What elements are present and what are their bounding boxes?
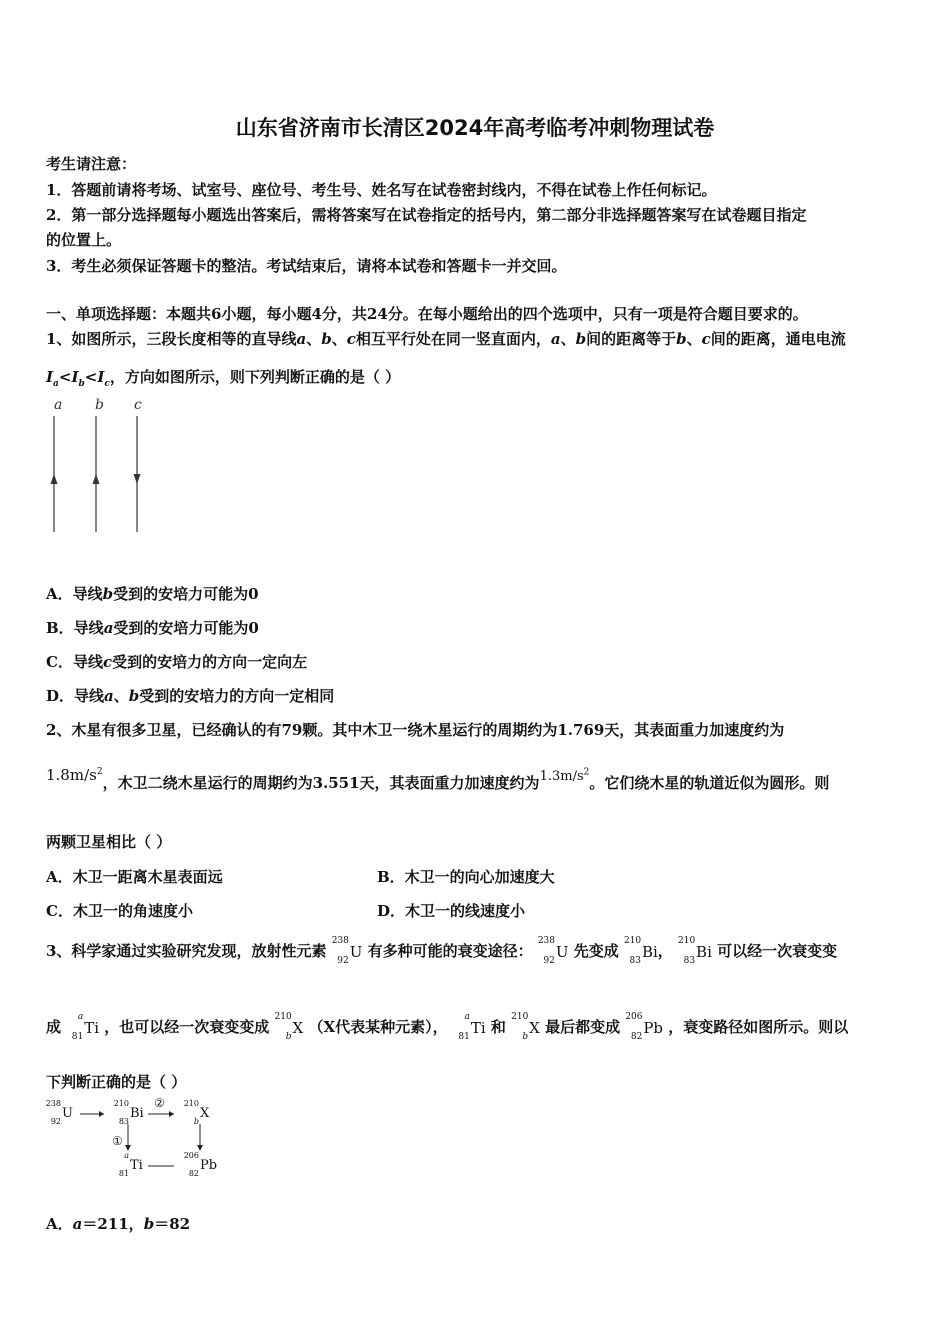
diag-step-2: ② [154,1096,165,1110]
wire-c-arrow-down [134,474,141,484]
isotope-u238: 238 92 U [331,936,363,966]
notice-item-1: 1．答题前请将考场、试室号、座位号、考生号、姓名写在试卷密封线内，不得在试卷上作任何标记。 [46,181,717,199]
q2-option-c: C．木卫一的角速度小 [46,902,193,920]
q3-stem-line3: 下判断正确的是（ ） [46,1073,187,1091]
wire-label-a: a [54,397,63,413]
isotope-bi210: 210 83 Bi [623,936,658,966]
q1-option-d: D．导线a、b受到的安培力的方向一定相同 [46,687,335,705]
q2-stem-line3: 两颗卫星相比（ ） [46,833,172,851]
q1-wire-figure [40,392,160,537]
q1-option-b: B．导线a受到的安培力可能为0 [46,619,259,637]
q1-option-a: A．导线b受到的安培力可能为0 [46,585,259,603]
q3-stem-line2: 成 a 81 Ti ，也可以经一次衰变变成 210 b X （X代表某种元素）， a 81 Ti 和 210 b X 最后都变成 206 82 Pb ，衰变路径如图所示。则以 [46,1012,849,1042]
notice-item-3: 3．考生必须保证答题卡的整洁。考试结束后，请将本试卷和答题卡一并交回。 [46,257,567,275]
q2-stem-line2: $1.8m/s^2$，木卫二绕木星运行的周期约为3.551天，其表面重力加速度约为$1.3m/s^2$。它们绕木星的轨道近似为圆形。则 [46,766,830,792]
q3-decay-diagram [44,1098,234,1183]
q1-stem-line1: 1、如图所示，三段长度相等的直导线a、b、c相互平行处在同一竖直面内，a、b间的距离等于b、c间的距离，通电电流 [46,330,846,348]
isotope-bi210-2: 210 83 Bi [678,936,712,966]
isotope-u238-2: 238 92 U [537,936,569,966]
notice-item-2-cont: 的位置上。 [46,231,122,249]
diag-pb206: 206 82 Pb [183,1151,218,1178]
wire-label-b: b [95,397,104,413]
diag-u238: 238 92 U [45,1099,73,1126]
q2-option-b: B．木卫一的向心加速度大 [377,868,555,886]
isotope-ti: a 81 Ti [71,1012,100,1042]
isotope-ti-2: a 81 Ti [458,1012,486,1042]
isotope-x-2: 210 b X [511,1012,540,1042]
isotope-pb206: 206 82 Pb [625,1012,664,1042]
q1-stem-line2: $I_a<I_b<I_c$，方向如图所示，则下列判断正确的是（ ） [46,368,401,389]
wire-b-arrow-up [93,474,100,484]
q2-option-d: D．木卫一的线速度小 [377,902,526,920]
isotope-x: 210 b X [274,1012,304,1042]
wire-label-c: c [134,397,142,413]
section-heading: 一、单项选择题：本题共6小题，每小题4分，共24分。在每小题给出的四个选项中，只有一项是符合题目要求的。 [46,305,808,323]
q2-option-a: A．木卫一距离木星表面远 [46,868,223,886]
diag-bi210: 210 83 Bi [113,1099,144,1126]
notice-heading: 考生请注意： [46,155,137,173]
diag-step-1: ① [112,1134,123,1148]
q3-stem-line1: 3、科学家通过实验研究发现，放射性元素 238 92 U 有多种可能的衰变途径： 238 92 U 先变成 210 83 Bi， 210 83 Bi 可以经一次衰变变 [46,936,838,966]
q1-option-c: C．导线c受到的安培力的方向一定向左 [46,653,308,671]
notice-item-2: 2．第一部分选择题每小题选出答案后，需将答案写在试卷指定的括号内，第二部分非选择题答案写在试卷题目指定 [46,206,807,224]
q3-option-a: A．a＝211，b＝82 [46,1215,191,1233]
page-title: 山东省济南市长清区2024年高考临考冲刺物理试卷 [235,116,715,140]
diag-arrows [44,1098,234,1183]
wire-a-arrow-up [51,474,58,484]
diag-x210: 210 b X [183,1099,210,1126]
diag-ti: a 81 Ti [118,1151,143,1178]
q2-stem-line1: 2、木星有很多卫星，已经确认的有79颗。其中木卫一绕木星运行的周期约为1.769天，其表面重力加速度约为 [46,721,785,739]
